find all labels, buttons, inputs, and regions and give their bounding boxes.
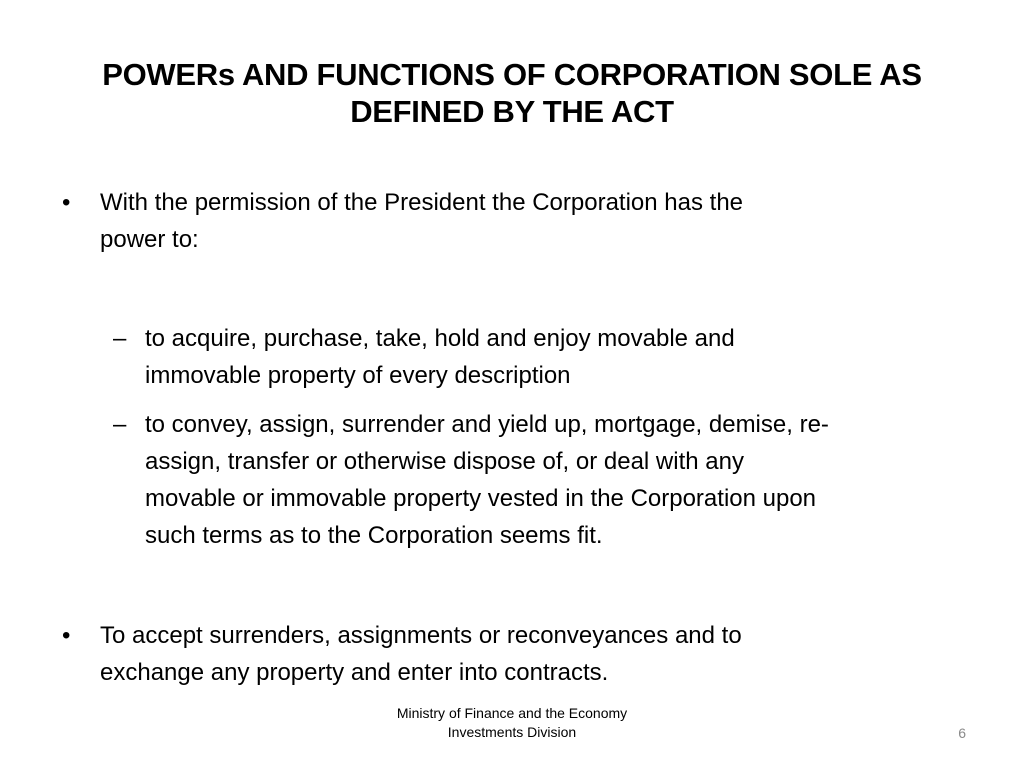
bullet-text-line: power to: [100,226,199,253]
page-number: 6 [958,725,966,741]
sub-bullet-text-line: to convey, assign, surrender and yield up, mortgage, demise, re- [145,411,829,438]
sub-bullet-text-line: to acquire, purchase, take, hold and enjoy movable and [145,325,735,352]
slide-title-line: POWERs AND FUNCTIONS OF CORPORATION SOLE AS [102,57,922,92]
footer-line: Investments Division [447,724,577,740]
sub-bullet-text-line: such terms as to the Corporation seems fit. [145,522,603,549]
bullet-text-line: To accept surrenders, assignments or reconveyances and to [100,622,742,649]
sub-bullet-marker: – [113,411,127,438]
slide-title [40,56,984,130]
bullet-marker: • [62,622,71,649]
bullet-text-line: With the permission of the President the Corporation has the [100,189,744,216]
slide-footer [312,704,712,742]
sub-bullet-text-line: immovable property of every description [145,362,571,389]
sub-bullet-text-line: assign, transfer or otherwise dispose of, or deal with any [145,448,744,475]
sub-bullet-marker: – [113,325,127,352]
bullet-text-line: exchange any property and enter into contracts. [100,659,609,686]
footer-line: Ministry of Finance and the Economy [396,705,628,721]
bullet-marker: • [62,189,71,216]
slide-title-line: DEFINED BY THE ACT [350,94,674,129]
sub-bullet-text-line: movable or immovable property vested in the Corporation upon [145,485,817,512]
